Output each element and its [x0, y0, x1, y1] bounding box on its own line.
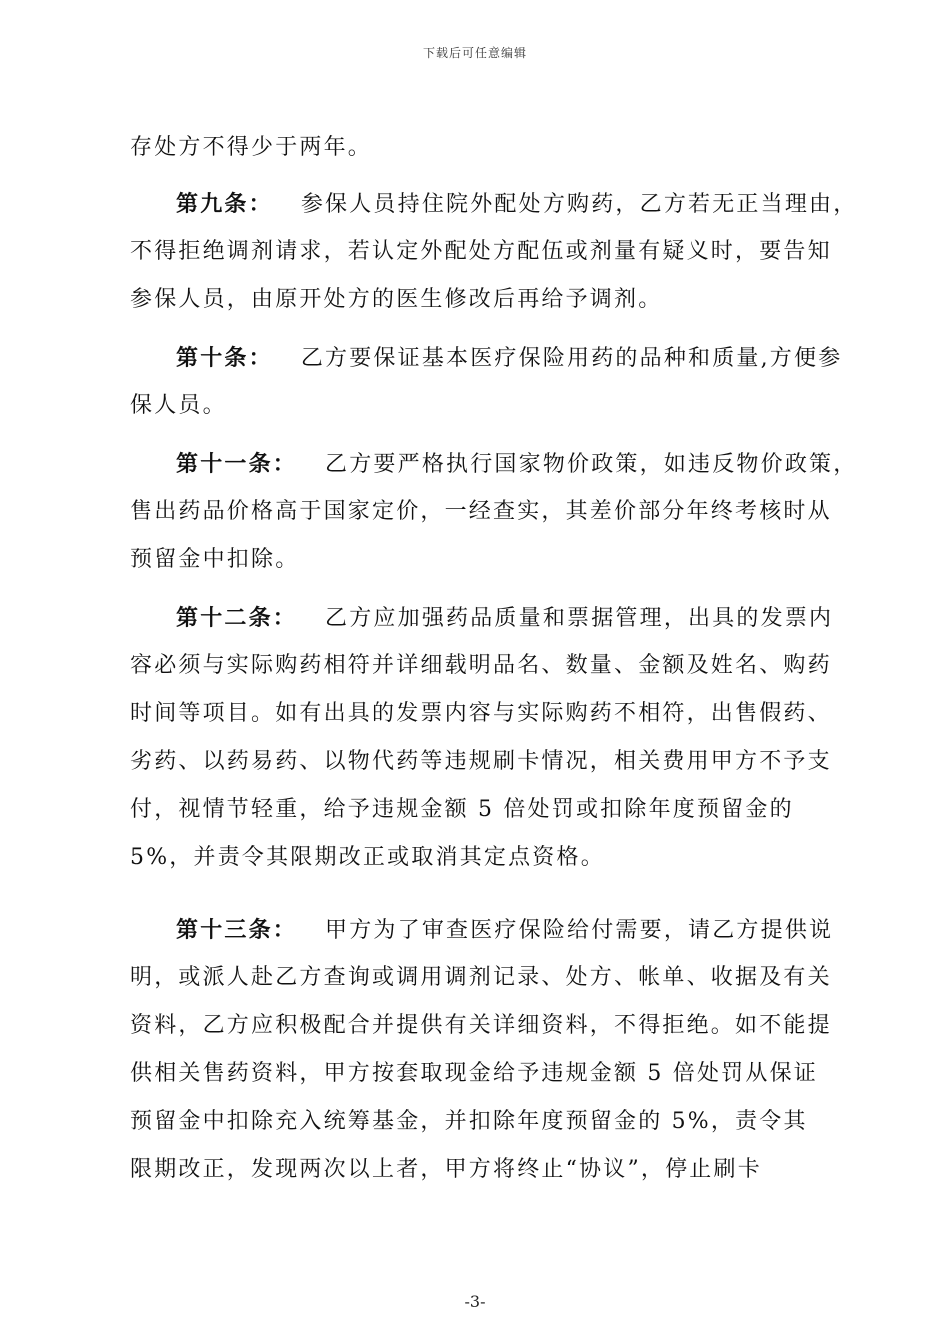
article-heading: 第十二条：	[176, 605, 298, 631]
text-line: 付，视情节轻重，给予违规金额 5 倍处罚或扣除年度预留金的	[130, 797, 794, 822]
article-first-line	[130, 906, 834, 954]
text-line: 预留金中扣除充入统筹基金，并扣除年度预留金的 5%，责令其	[130, 1109, 808, 1134]
text-line: 保人员。	[130, 393, 227, 418]
text-line: 参保人员，由原开处方的医生修改后再给予调剂。	[130, 287, 663, 312]
text-line: 容必须与实际购药相符并详细载明品名、数量、金额及姓名、购药	[130, 653, 832, 678]
text-line: 资料，乙方应积极配合并提供有关详细资料，不得拒绝。如不能提	[130, 1013, 832, 1038]
text-line: 乙方应加强药品质量和票据管理，出具的发票内	[325, 606, 834, 631]
text-line: 不得拒绝调剂请求，若认定外配处方配伍或剂量有疑义时，要告知	[130, 239, 832, 264]
text-line: 明，或派人赴乙方查询或调用调剂记录、处方、帐单、收据及有关	[130, 965, 832, 990]
article-heading: 第十三条：	[176, 917, 298, 943]
article-first-line	[130, 180, 858, 228]
article-10	[130, 334, 843, 430]
article-first-line	[130, 594, 834, 642]
article-11	[130, 440, 858, 584]
text-line: 时间等项目。如有出具的发票内容与实际购药不相符，出售假药、	[130, 701, 832, 726]
text-line: 供相关售药资料，甲方按套取现金给予违规金额 5 倍处罚从保证	[130, 1061, 818, 1086]
text-line: 售出药品价格高于国家定价，一经查实，其差价部分年终考核时从	[130, 499, 832, 524]
article-9	[130, 180, 858, 324]
text-line: 存处方不得少于两年。	[130, 135, 373, 160]
text-line: 参保人员持住院外配处方购药，乙方若无正当理由，	[300, 192, 858, 217]
text-line: 乙方要严格执行国家物价政策，如违反物价政策，	[325, 452, 858, 477]
text-line: 限期改正，发现两次以上者，甲方将终止“协议”，停止刷卡	[130, 1157, 762, 1182]
article-first-line	[130, 334, 843, 382]
text-line: 5%，并责令其限期改正或取消其定点资格。	[130, 845, 605, 870]
paragraph-continuation	[130, 124, 830, 172]
text-line: 劣药、以药易药、以物代药等违规刷卡情况，相关费用甲方不予支	[130, 749, 832, 774]
article-12	[130, 594, 834, 882]
text-line: 预留金中扣除。	[130, 547, 300, 572]
article-heading: 第九条：	[176, 191, 273, 217]
text-line: 乙方要保证基本医疗保险用药的品种和质量,方便参	[300, 346, 843, 371]
article-13	[130, 906, 834, 1194]
page-number: -3-	[464, 1292, 486, 1311]
article-heading: 第十条：	[176, 345, 273, 371]
article-heading: 第十一条：	[176, 451, 298, 477]
article-first-line	[130, 440, 858, 488]
page-header: 下载后可任意编辑	[422, 46, 527, 60]
text-line: 甲方为了审查医疗保险给付需要，请乙方提供说	[325, 918, 834, 943]
